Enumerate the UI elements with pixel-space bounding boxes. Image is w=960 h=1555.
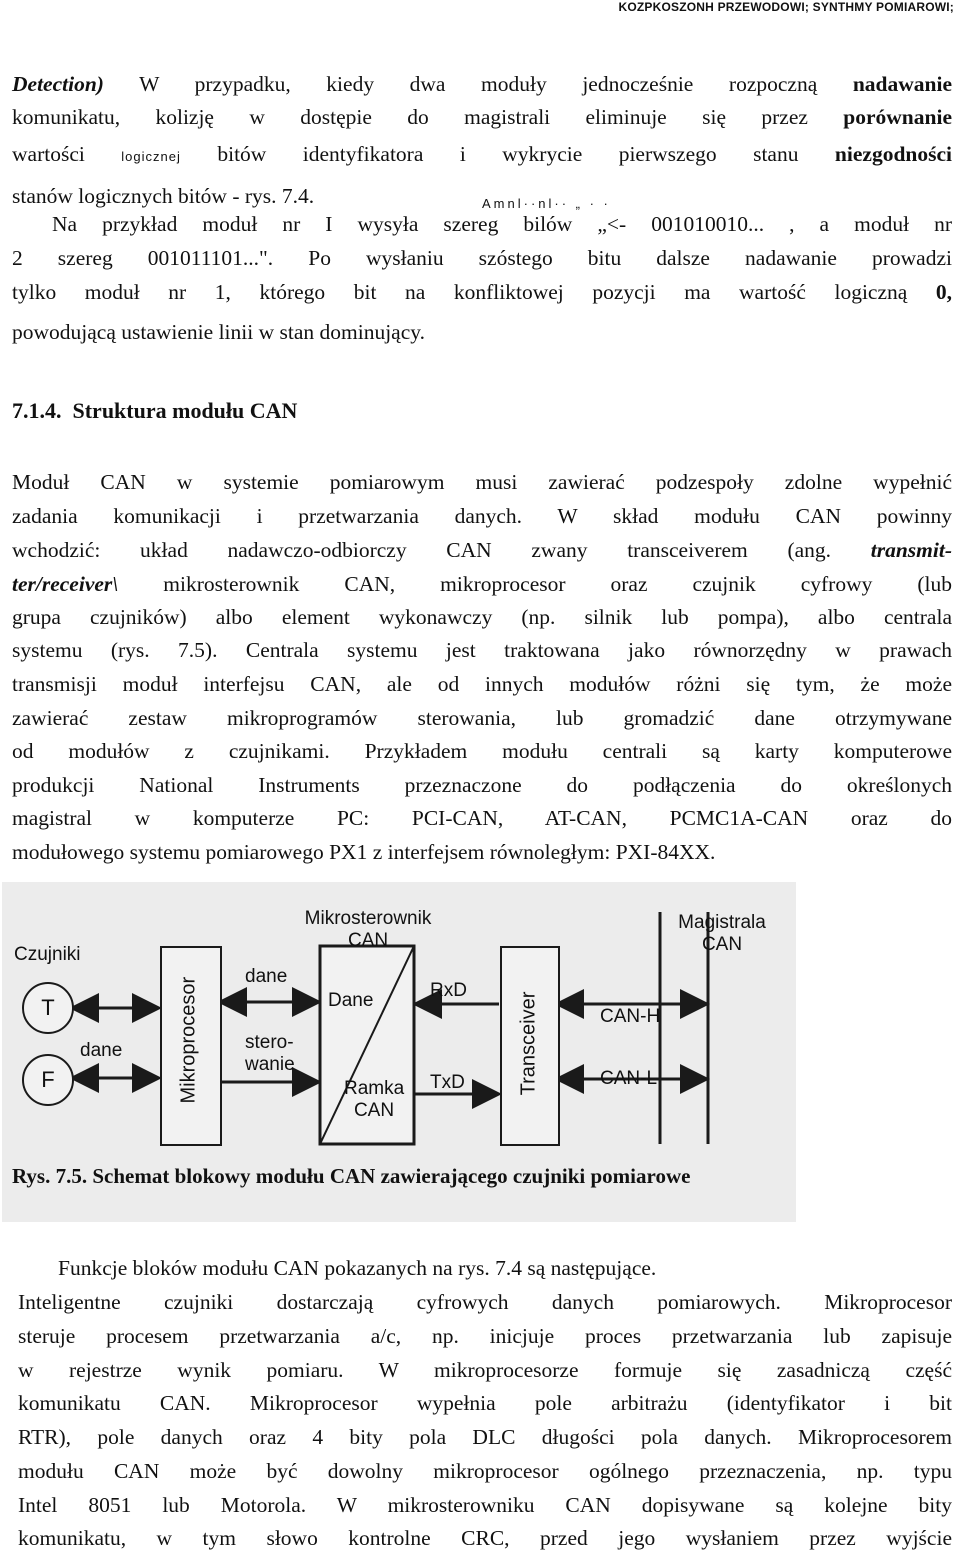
- label-magistrala: Magistrala CAN: [678, 912, 766, 955]
- label-can-l: CAN-L: [600, 1068, 658, 1089]
- text-line: RTR), pole danych oraz 4 bity pola DLC długości pola danych. Mikroprocesorem: [18, 1425, 952, 1449]
- text-line: 2 szereg 001011101...". Po wysłaniu szóstego bitu dalsze nadawanie prowadzi: [12, 246, 952, 270]
- text-line: produkcji National Instruments przeznaczone do podłączenia do określonych: [12, 773, 952, 797]
- text-line: w rejestrze wynik pomiaru. W mikroprocesorze formuje się zasadniczą część: [18, 1358, 952, 1382]
- text-line: steruje procesem przetwarzania a/c, np. inicjuje proces przetwarzania lub zapisuje: [18, 1324, 952, 1348]
- label-txd: TxD: [430, 1072, 465, 1093]
- section-heading: 7.1.4. Struktura modułu CAN: [12, 398, 298, 423]
- label-mikroprocesor: Mikroprocesor: [177, 976, 200, 1104]
- text-line: komunikatu CAN. Mikroprocesor wypełnia pole arbitrażu (identyfikator i bit: [18, 1391, 952, 1415]
- text-line: modułu CAN może być dowolny mikroprocesor ogólnego przeznaczenia, np. typu: [18, 1459, 952, 1483]
- text-line: od modułów z czujnikami. Przykładem modułu centrali są karty komputerowe: [12, 739, 952, 763]
- sensor-t-icon: T: [22, 982, 74, 1034]
- label-ramka-can: Ramka CAN: [344, 1078, 405, 1121]
- label-dane-box: Dane: [328, 990, 374, 1011]
- text-line: Na przykład moduł nr I wysyła szereg bilów „<- 001010010... , a moduł nr: [52, 212, 952, 236]
- label-dane-top: dane: [245, 966, 288, 987]
- text-line: ter/receiver\ mikrosterownik CAN, mikroprocesor oraz czujnik cyfrowy (lub: [12, 572, 952, 596]
- label-can-h: CAN-H: [600, 1006, 661, 1027]
- label-mikrosterownik: Mikrosterownik CAN: [304, 908, 432, 951]
- running-header: KOZPKOSZONH PRZEWODOWI; SYNTHMY POMIAROWI;: [618, 0, 954, 14]
- text-line: magistral w komputerze PC: PCI-CAN, AT-CAN, PCMC1A-CAN oraz do: [12, 806, 952, 830]
- text-line: zadania komunikacji i przetwarzania danych. W skład modułu CAN powinny: [12, 504, 952, 528]
- label-rxd: RxD: [430, 980, 467, 1001]
- text-line: Intel 8051 lub Motorola. W mikrosterowniku CAN dopisywane są kolejne bity: [18, 1493, 952, 1517]
- figure-caption: Rys. 7.5. Schemat blokowy modułu CAN zawierającego czujniki pomiarowe: [12, 1164, 691, 1188]
- text-line: Moduł CAN w systemie pomiarowym musi zawierać podzespoły zdolne wypełnić: [12, 470, 952, 494]
- text-line: Funkcje bloków modułu CAN pokazanych na rys. 7.4 są następujące.: [58, 1256, 657, 1280]
- text-line: zawierać zestaw mikroprogramów sterowania, lub gromadzić dane otrzymywane: [12, 706, 952, 730]
- label-transceiver: Transceiver: [517, 991, 540, 1096]
- label-dane-left: dane: [80, 1040, 123, 1061]
- text-line: komunikatu, w tym słowo kontrolne CRC, przed jego wysłaniem przez wyjście: [18, 1526, 952, 1550]
- text-line: Inteligentne czujniki dostarczają cyfrowych danych pomiarowych. Mikroprocesor: [18, 1290, 952, 1314]
- text-line: systemu (rys. 7.5). Centrala systemu jest traktowana jako równorzędny w prawach: [12, 638, 952, 662]
- text-line: stanów logicznych bitów - rys. 7.4. Amnl··nl·· „ · ·: [12, 184, 611, 211]
- text-line: komunikatu, kolizję w dostępie do magistrali eliminuje się przez porównanie: [12, 105, 952, 129]
- can-module-block-diagram: [2, 882, 796, 1222]
- text-line: transmisji moduł interfejsu CAN, ale od innych modułów różni się tym, że może: [12, 672, 952, 696]
- text-line: modułowego systemu pomiarowego PX1 z interfejsem równoległym: PXI-84XX.: [12, 840, 716, 864]
- text-line: wartości logicznej bitów identyfikatora i wykrycie pierwszego stanu niezgodności: [12, 142, 952, 166]
- text-line: grupa czujników) albo element wykonawczy (np. silnik lub pompa), albo centrala: [12, 605, 952, 629]
- sensor-f-icon: F: [22, 1054, 74, 1106]
- text-line: wchodzić: układ nadawczo-odbiorczy CAN zwany transceiverem (ang. transmit-: [12, 538, 952, 562]
- text-line: tylko moduł nr 1, którego bit na konfliktowej pozycji ma wartość logiczną 0,: [12, 280, 952, 304]
- label-sterowanie: stero- wanie: [245, 1032, 295, 1075]
- text-line: Detection) W przypadku, kiedy dwa moduły jednocześnie rozpoczną nadawanie: [12, 72, 952, 96]
- label-czujniki: Czujniki: [14, 944, 81, 965]
- text-line: powodującą ustawienie linii w stan dominujący.: [12, 320, 425, 344]
